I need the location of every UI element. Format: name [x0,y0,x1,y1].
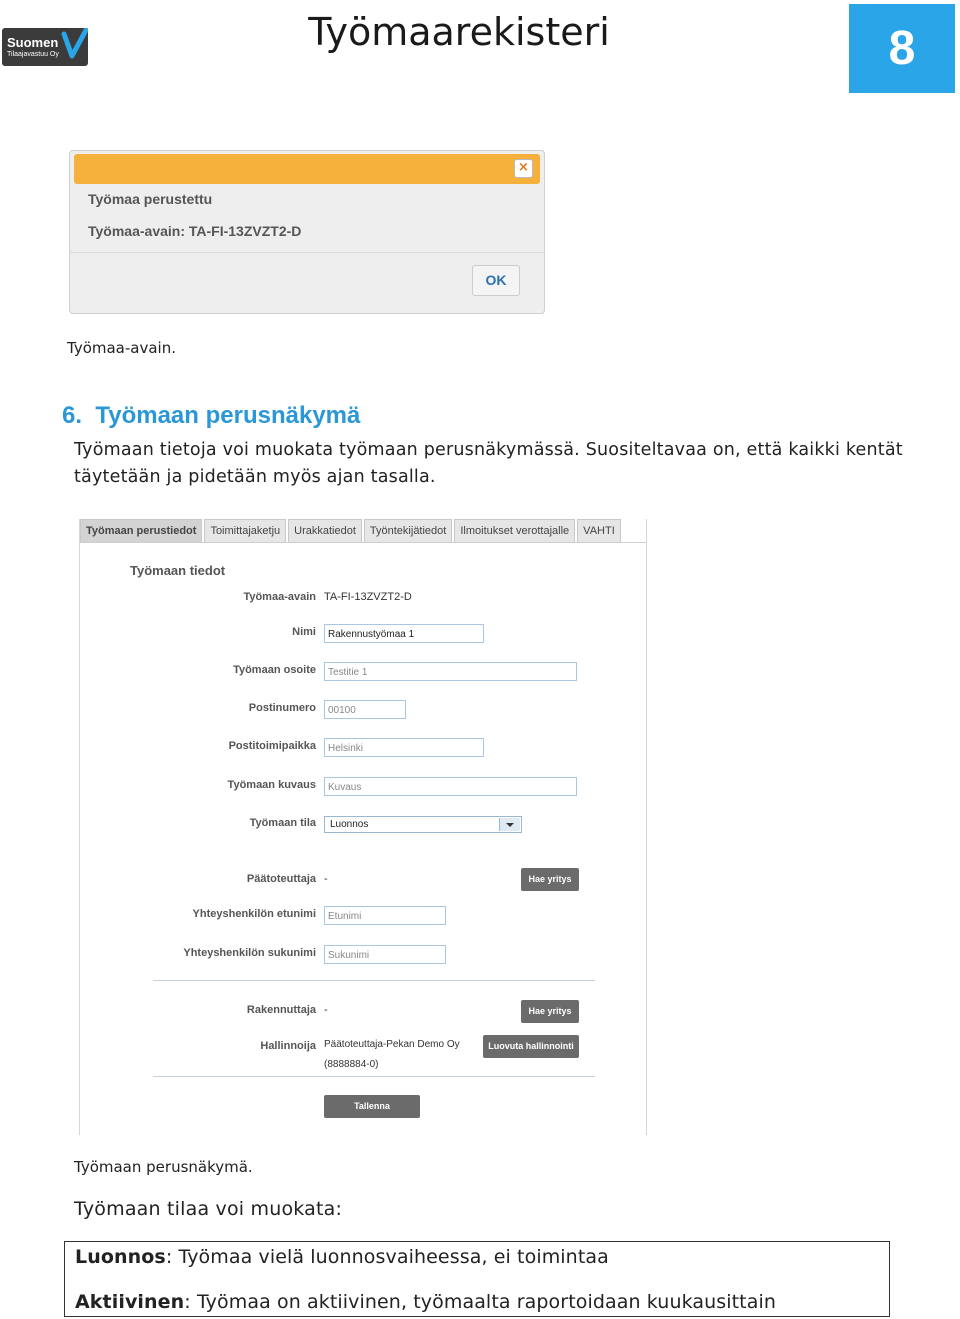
state-active-desc: : Työmaa on aktiivinen, työmaalta raportoidaan kuukausittain [184,1291,776,1313]
site-state-select[interactable] [324,816,522,833]
site-state-value: Luonnos [330,819,369,830]
logo-text: Suomen [7,35,59,50]
ok-button[interactable]: OK [472,265,520,296]
find-builder-button[interactable]: Hae yritys [521,1000,579,1023]
close-icon[interactable]: × [514,159,533,178]
state-active [75,1291,776,1313]
form-title: Työmaan tiedot [130,563,226,578]
tab-worker-info[interactable]: Työntekijätiedot [364,519,452,543]
city-label: Postitoimipaikka [228,740,316,752]
chevron-down-icon[interactable] [499,818,520,831]
contact-last-name-label: Yhteyshenkilön sukunimi [183,947,316,959]
address-label: Työmaan osoite [233,664,316,676]
builder-label: Rakennuttaja [246,1004,316,1016]
description-input[interactable]: Kuvaus [324,777,577,796]
contact-first-name-label: Yhteyshenkilön etunimi [192,908,316,920]
section-number: 6. [62,402,83,429]
logo-subtext: Tilaajavastuu Oy [7,51,59,58]
administrator-label: Hallinnoija [260,1040,316,1052]
dialog-message: Työmaa perustettu [88,191,213,207]
main-contractor-label: Päätoteuttaja [246,873,316,885]
tab-divider [80,542,646,543]
main-contractor-value: - [324,873,328,885]
save-button[interactable]: Tallenna [324,1095,420,1118]
figure-caption: Työmaa-avain. [67,339,176,357]
contact-first-name-input[interactable]: Etunimi [324,906,446,925]
site-state-label: Työmaan tila [249,817,316,829]
tab-vahti[interactable]: VAHTI [577,519,621,543]
tab-bar [80,519,623,543]
administrator-value: Päätoteuttaja-Pekan Demo Oy [324,1039,460,1050]
state-draft-desc: : Työmaa vielä luonnosvaiheessa, ei toimintaa [165,1246,609,1268]
state-draft [75,1246,609,1268]
name-input[interactable]: Rakennustyömaa 1 [324,624,484,643]
document-title: Työmaarekisteri [308,10,610,54]
name-label: Nimi [292,626,316,638]
state-definitions-box [64,1241,890,1317]
contact-last-name-input[interactable]: Sukunimi [324,945,446,964]
dialog-titlebar [74,154,540,184]
section-title: Työmaan perusnäkymä [95,402,361,429]
tab-supplier-chain[interactable]: Toimittajaketju [204,519,286,543]
dialog-divider [70,252,544,253]
postal-code-label: Postinumero [248,702,316,714]
form-divider-2 [153,1076,595,1077]
form-divider [153,980,595,981]
state-draft-name: Luonnos [75,1246,166,1268]
tab-basic-info[interactable]: Työmaan perustiedot [80,519,202,543]
confirmation-dialog [69,150,545,314]
postal-code-input[interactable]: 00100 [324,700,406,719]
address-input[interactable]: Testitie 1 [324,662,577,681]
city-input[interactable]: Helsinki [324,738,484,757]
section-paragraph: Työmaan tietoja voi muokata työmaan perusnäkymässä. Suositeltavaa on, että kaikki kentät täytetään ja pidetään myös ajan tasalla. [74,440,903,487]
page-number: 8 [849,4,955,93]
site-form-screenshot [79,519,647,1135]
site-key-value: TA-FI-13ZVZT2-D [324,591,412,603]
figure-caption-2: Työmaan perusnäkymä. [74,1158,253,1176]
administrator-id: (8888884-0) [324,1059,379,1070]
transfer-admin-button[interactable]: Luovuta hallinnointi [483,1035,579,1058]
tab-contract-info[interactable]: Urakkatiedot [288,519,362,543]
state-active-name: Aktiivinen [75,1291,185,1313]
tab-tax-reports[interactable]: Ilmoitukset verottajalle [454,519,575,543]
state-intro: Työmaan tilaa voi muokata: [74,1198,343,1220]
description-label: Työmaan kuvaus [227,779,316,791]
site-key-label: Työmaa-avain [243,591,316,603]
builder-value: - [324,1004,328,1016]
section-heading [62,402,360,430]
dialog-key-text: Työmaa-avain: TA-FI-13ZVZT2-D [88,223,302,239]
find-company-button[interactable]: Hae yritys [521,868,579,891]
